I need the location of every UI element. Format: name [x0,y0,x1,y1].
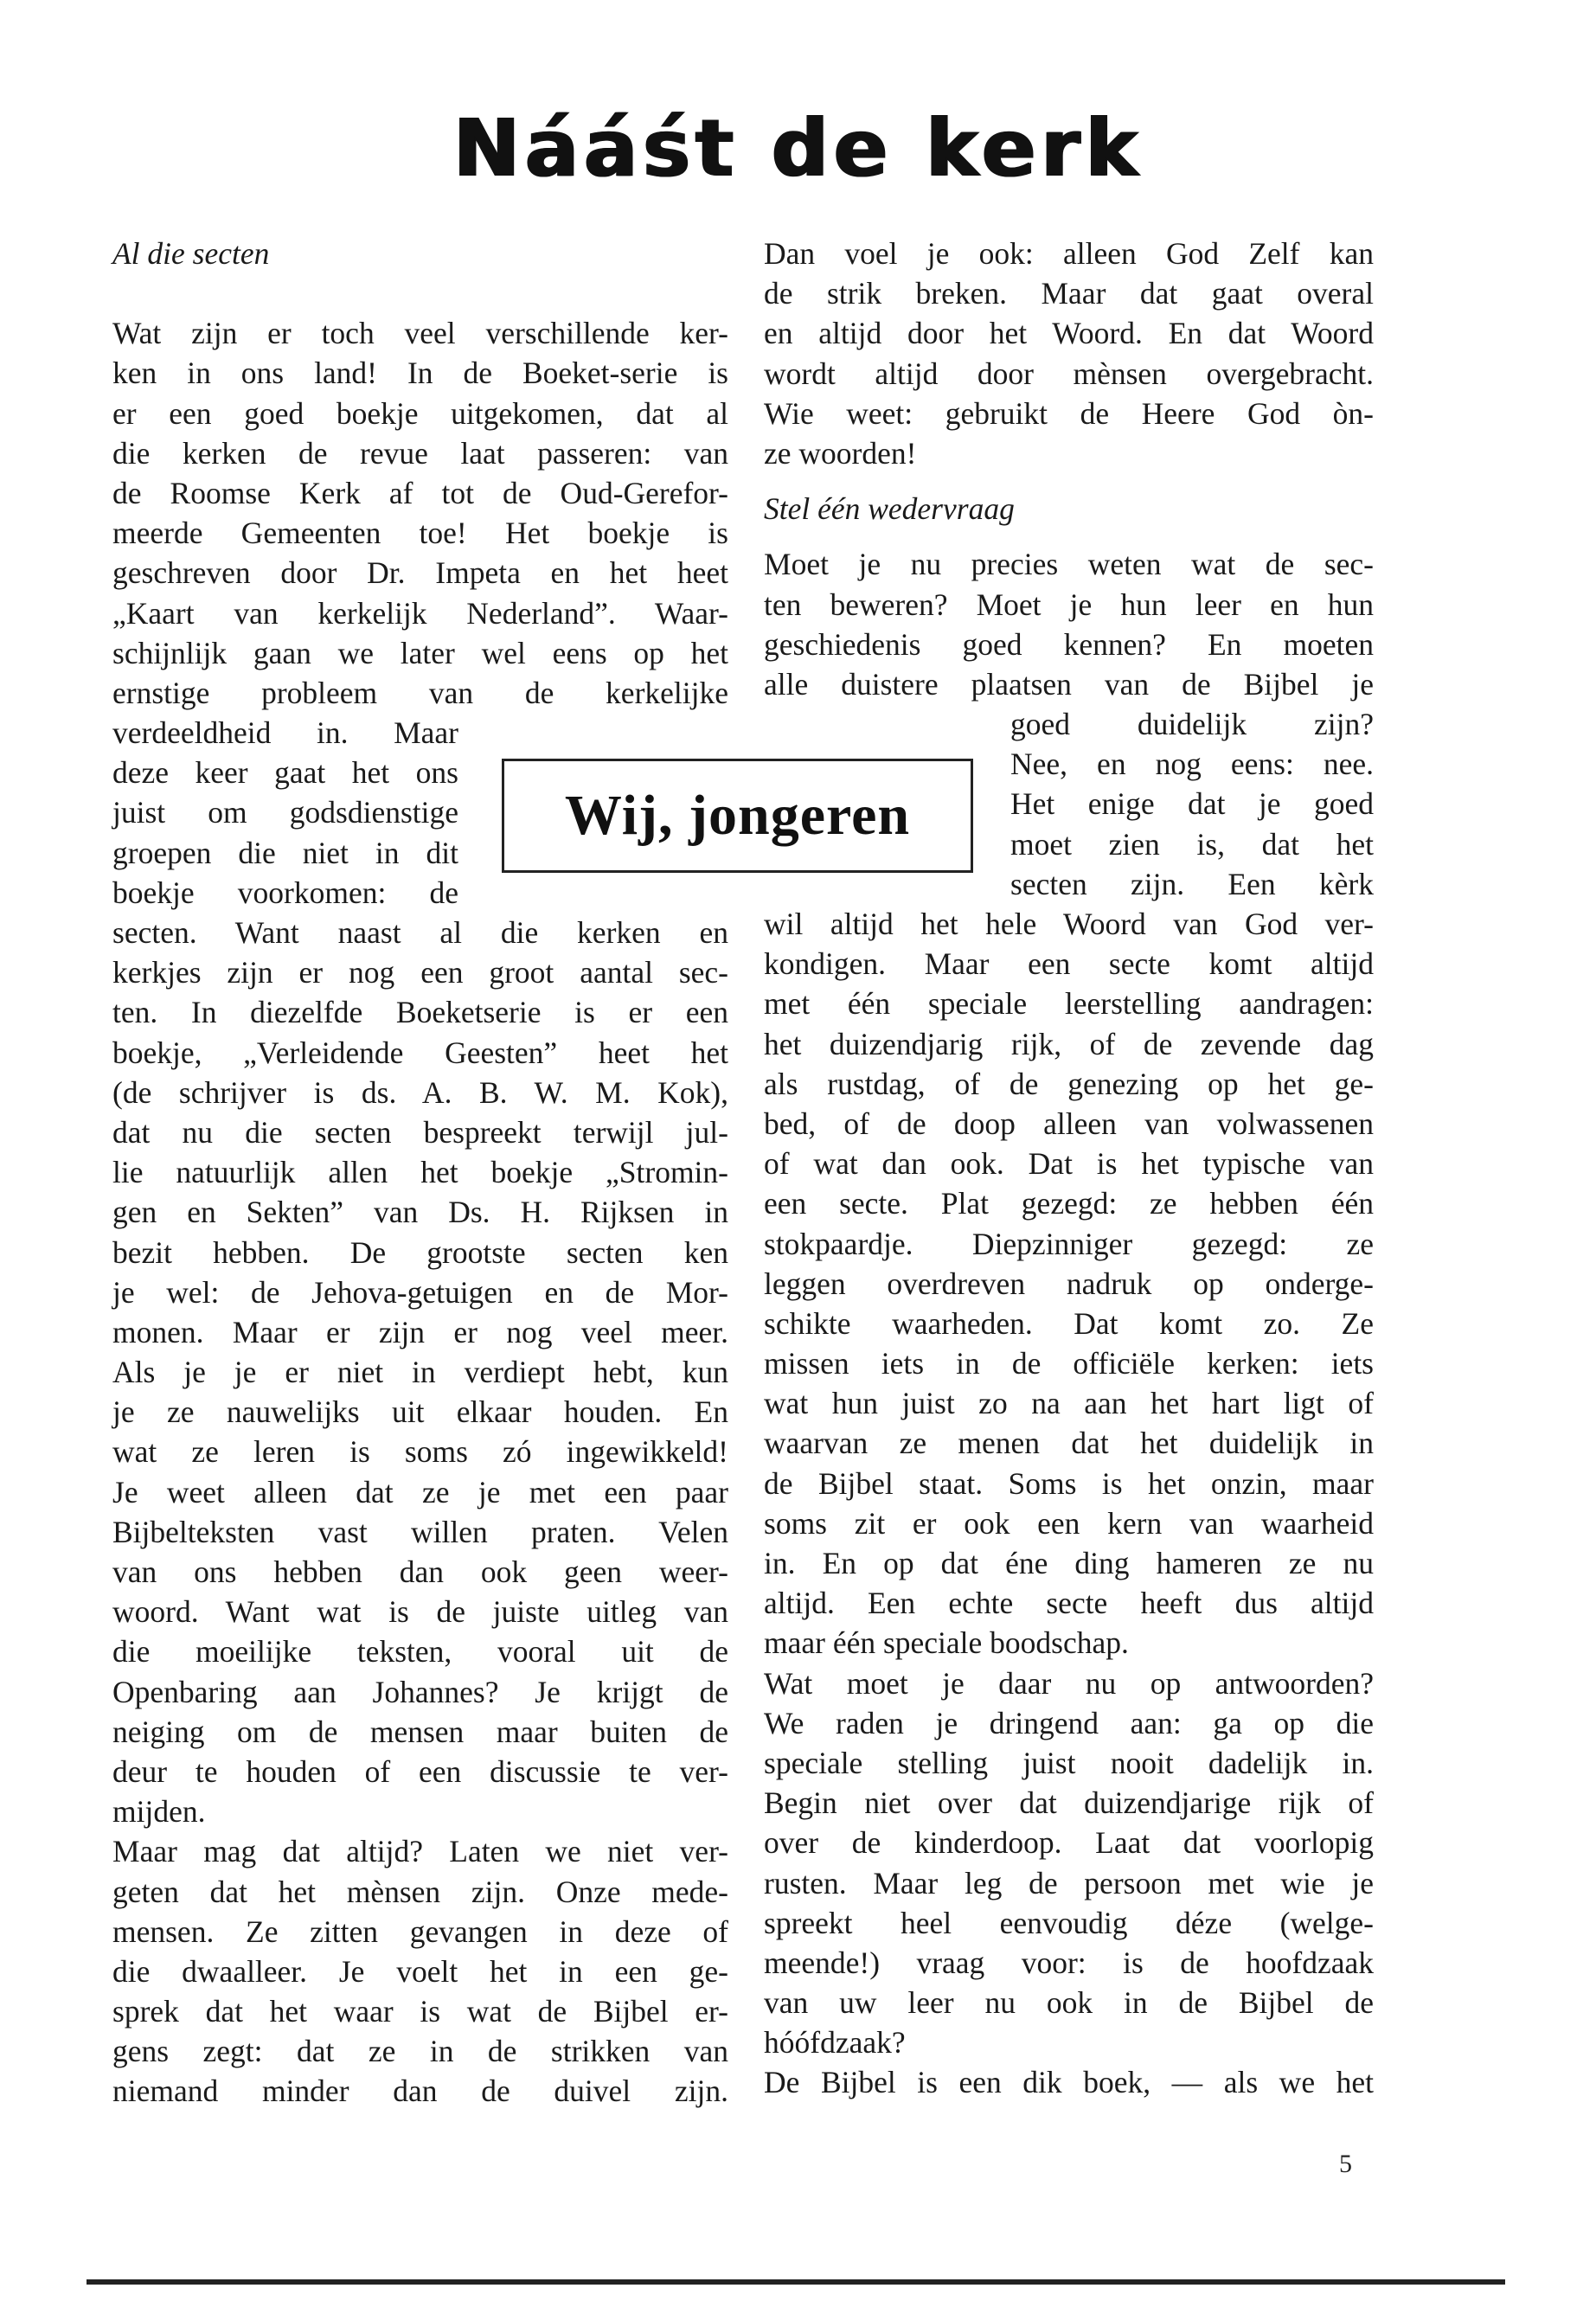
right-text-line: als rustdag, of de genezing op het ge- [764,1066,1374,1101]
right-text-line: geschiedenis goed kennen? En moeten [764,626,1374,662]
right-text-line: De Bijbel is een dik boek, — als we het [764,2065,1374,2100]
right-text-line: altijd. Een echte secte heeft dus altijd [764,1586,1374,1621]
left-text-line: (de schrijver is ds. A. B. W. M. Kok), [112,1074,728,1110]
right-text-line: alle duistere plaatsen van de Bijbel je [764,666,1374,702]
right-text-line: Het enige dat je goed [1010,786,1374,822]
left-text-line: secten. Want naast al die kerken en [112,915,728,950]
right-text-line: hóófdzaak? [764,2025,906,2061]
right-text-line: bed, of de doop alleen van volwassenen [764,1106,1374,1141]
left-text-line: ken in ons land! In de Boeket-serie is [112,356,728,391]
right-text-line: een secte. Plat gezegd: ze hebben één [764,1186,1374,1221]
left-text-line: meerde Gemeenten toe! Het boekje is [112,516,728,551]
left-text-line: juist om godsdienstige [112,795,458,830]
page-title: Nááśt de kerk [452,102,1144,195]
right-text-line: missen iets in de officiële kerken: iets [764,1346,1374,1381]
right-text-line: ze woorden! [764,435,917,471]
right-text-line: en altijd door het Woord. En dat Woord [764,316,1374,351]
left-text-line: woord. Want wat is de juiste uitleg van [112,1594,728,1630]
left-text-line: geten dat het mènsen zijn. Onze mede- [112,1874,728,1909]
left-text-line: monen. Maar er zijn er nog veel meer. [112,1314,728,1349]
right-text-line: het duizendjarig rijk, of de zevende dag [764,1026,1374,1061]
left-text-line: mensen. Ze zitten gevangen in deze of [112,1913,728,1949]
right-text-line: leggen overdreven nadruk op onderge- [764,1266,1374,1301]
right-text-line: in. En op dat éne ding hameren ze nu [764,1546,1374,1580]
subheading: Al die secten [112,236,270,271]
right-text-line: Begin niet over dat duizendjarige rijk of [764,1785,1374,1821]
left-text-line: die dwaalleer. Je voelt het in een ge- [112,1953,728,1989]
left-text-line: boekje, „Verleidende Geesten” heet het [112,1035,728,1070]
right-text-line: meende!) vraag voor: is de hoofdzaak [764,1945,1374,1980]
right-text-line: de Bijbel staat. Soms is het onzin, maar [764,1465,1374,1501]
left-text-line: Je weet alleen dat ze je met een paar [112,1474,728,1509]
left-text-line: van ons hebben dan ook geen weer- [112,1554,728,1589]
right-text-line: Nee, en nog eens: nee. [1010,747,1374,782]
left-text-line: Wat zijn er toch veel verschillende ker- [112,316,728,351]
left-text-line: gens zegt: dat ze in de strikken van [112,2034,728,2069]
left-text-line: Openbaring aan Johannes? Je krijgt de [112,1674,728,1709]
left-text-line: er een goed boekje uitgekomen, dat al [112,395,728,431]
left-text-line: groepen die niet in dit [112,835,458,870]
subheading: Stel één wedervraag [764,491,1015,527]
spacer [112,273,728,313]
right-text-line: We raden je dringend aan: ga op die [764,1705,1374,1740]
left-text-line: ernstige probleem van de kerkelijke [112,675,728,710]
spacer [764,473,1374,489]
left-text-line: deur te houden of een discussie te ver- [112,1753,728,1789]
right-text-line: kondigen. Maar een secte komt altijd [764,946,1374,982]
right-text-line: Dan voel je ook: alleen God Zelf kan [764,236,1374,271]
section-heading: Wij, jongeren [564,784,911,847]
left-text-line: die moeilijke teksten, vooral uit de [112,1634,728,1670]
left-text-line: neiging om de mensen maar buiten de [112,1714,728,1749]
section-heading-box [502,759,973,873]
left-text-line: geschreven door Dr. Impeta en het heet [112,555,728,591]
left-text-line: Als je je er niet in verdiept hebt, kun [112,1355,728,1390]
left-text-line: je ze nauwelijks uit elkaar houden. En [112,1394,728,1430]
left-column [112,234,728,2112]
left-text-line: sprek dat het waar is wat de Bijbel er- [112,1994,728,2029]
left-text-line: verdeeldheid in. Maar [112,715,458,751]
left-text-line: mijden. [112,1794,206,1830]
right-text-line: secten zijn. Een kèrk [1010,866,1374,901]
left-text-line: de Roomse Kerk af tot de Oud-Gerefor- [112,475,728,510]
spacer [764,529,1374,544]
right-text-line: van uw leer nu ook in de Bijbel de [764,1985,1374,2021]
left-text-line: lie natuurlijk allen het boekje „Stromin- [112,1155,728,1190]
right-text-line: moet zien is, dat het [1010,826,1374,862]
right-text-line: Wie weet: gebruikt de Heere God òn- [764,395,1374,431]
left-text-line: schijnlijk gaan we later wel eens op het [112,635,728,670]
page-number: 5 [1339,2150,1352,2178]
bottom-rule [87,2279,1505,2285]
left-text-line: ten. In diezelfde Boeketserie is er een [112,995,728,1030]
right-text-line: Wat moet je daar nu op antwoorden? [764,1665,1374,1701]
left-text-line: dat nu die secten bespreekt terwijl jul- [112,1114,728,1150]
right-text-line: of wat dan ook. Dat is het typische van [764,1146,1374,1182]
right-text-line: goed duidelijk zijn? [1010,707,1374,742]
left-text-line: gen en Sekten” van Ds. H. Rijksen in [112,1195,728,1230]
left-text-line: Maar mag dat altijd? Laten we niet ver- [112,1834,728,1869]
left-text-line: Bijbelteksten vast willen praten. Velen [112,1514,728,1549]
left-text-line: je wel: de Jehova-getuigen en de Mor- [112,1274,728,1310]
right-text-line: ten beweren? Moet je hun leer en hun [764,586,1374,622]
left-text-line: kerkjes zijn er nog een groot aantal sec- [112,955,728,990]
right-text-line: maar één speciale boodschap. [764,1625,1129,1661]
right-text-line: rusten. Maar leg de persoon met wie je [764,1865,1374,1900]
left-text-line: „Kaart van kerkelijk Nederland”. Waar- [112,595,728,631]
right-text-line: Moet je nu precies weten wat de sec- [764,547,1374,582]
right-text-line: met één speciale leerstelling aandragen: [764,986,1374,1022]
left-text-line: wat ze leren is soms zó ingewikkeld! [112,1434,728,1470]
right-text-line: waarvan ze menen dat het duidelijk in [764,1426,1374,1461]
right-text-line: wil altijd het hele Woord van God ver- [764,907,1374,941]
right-text-line: soms zit er ook een kern van waarheid [764,1505,1374,1541]
right-text-line: wat hun juist zo na aan het hart ligt of [764,1386,1374,1421]
right-text-line: over de kinderdoop. Laat dat voorlopig [764,1825,1374,1861]
right-text-line: de strik breken. Maar dat gaat overal [764,276,1374,311]
left-text-line: niemand minder dan de duivel zijn. [112,2073,728,2109]
right-column [764,234,1374,2103]
left-text-line: deze keer gaat het ons [112,755,458,791]
right-text-line: wordt altijd door mènsen overgebracht. [764,356,1374,391]
left-text-line: bezit hebben. De grootste secten ken [112,1234,728,1270]
right-text-line: stokpaardje. Diepzinniger gezegd: ze [764,1226,1374,1261]
left-text-line: die kerken de revue laat passeren: van [112,435,728,471]
right-text-line: spreekt heel eenvoudig déze (welge- [764,1905,1374,1940]
left-text-line: boekje voorkomen: de [112,875,458,910]
right-text-line: speciale stelling juist nooit dadelijk in. [764,1745,1374,1780]
right-text-line: schikte waarheden. Dat komt zo. Ze [764,1305,1374,1341]
